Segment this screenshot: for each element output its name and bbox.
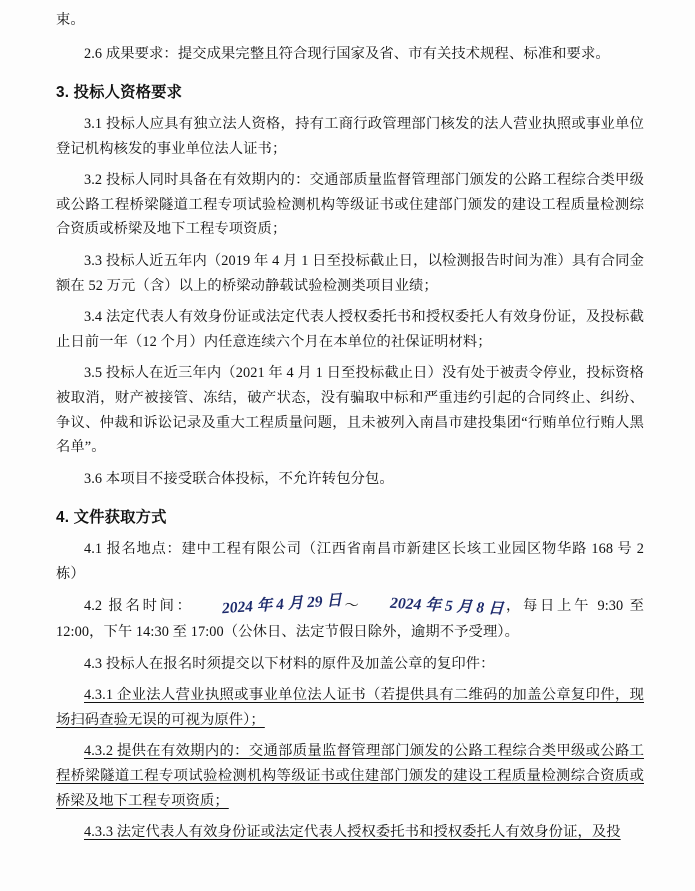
paragraph-4-2 bbox=[56, 593, 644, 644]
paragraph-4-3: 4.3 投标人在报名时须提交以下材料的原件及加盖公章的复印件： bbox=[84, 655, 495, 672]
paragraph-3-1: 3.1 投标人应具有独立法人资格，持有工商行政管理部门核发的法人营业执照或事业单位登记机构核发的事业单位法人证书； bbox=[56, 116, 644, 157]
paragraph-4-2-prefix: 4.2 报名时间： bbox=[84, 598, 194, 615]
paragraph-4-1: 4.1 报名地点：建中工程有限公司（江西省南昌市新建区长垓工业园区物华路 168 号 2 栋） bbox=[56, 541, 644, 582]
heading-section-4: 4. 文件获取方式 bbox=[56, 509, 167, 527]
paragraph-4-3-2: 4.3.2 提供在有效期内的：交通部质量监督管理部门颁发的公路工程综合类甲级或公路工程桥梁隧道工程专项试验检测机构等级证书或住建部门颁发的建设工程质量检测综合资质或桥梁及地下工程专项资质； bbox=[56, 743, 644, 809]
paragraph-4-3-3: 4.3.3 法定代表人有效身份证或法定代表人授权委托书和授权委托人有效身份证，及投 bbox=[84, 824, 621, 841]
paragraph-4-3-1: 4.3.1 企业法人营业执照或事业单位法人证书（若提供具有二维码的加盖公章复印件，现场扫码查验无误的可视为原件）； bbox=[56, 687, 644, 728]
paragraph-4-2-suffix: ，每日上午 9:30 至 12:00，下午 14:30 至 17:00（公休日、法定节假日除外，逾期不予受理）。 bbox=[56, 598, 644, 641]
paragraph-3-4: 3.4 法定代表人有效身份证或法定代表人授权委托书和授权委托人有效身份证，及投标截止日前一年（12 个月）内任意连续六个月在本单位的社保证明材料； bbox=[56, 309, 644, 350]
paragraph-4-2-separator: ～ bbox=[341, 598, 362, 615]
paragraph-3-5: 3.5 投标人在近三年内（2021 年 4 月 1 日至投标截止日）没有处于被责令停业，投标资格被取消，财产被接管、冻结，破产状态，没有骗取中标和严重违约引起的合同终止、纠纷、争议、仲裁和诉讼记录及重大工程质量问题，且未被列入南昌市建投集团“行贿单位行贿人黑名单”。 bbox=[56, 365, 644, 456]
heading-section-3: 3. 投标人资格要求 bbox=[56, 84, 183, 102]
paragraph-3-3: 3.3 投标人近五年内（2019 年 4 月 1 日至投标截止日，以检测报告时间为准）具有合同金额在 52 万元（含）以上的桥梁动静载试验检测类项目业绩； bbox=[56, 253, 644, 294]
paragraph-3-6: 3.6 本项目不接受联合体投标，不允许转包分包。 bbox=[84, 470, 394, 487]
paragraph-2-6: 2.6 成果要求：提交成果完整且符合现行国家及省、市有关技术规程、标准和要求。 bbox=[84, 45, 610, 62]
paragraph-3-2: 3.2 投标人同时具备在有效期内的：交通部质量监督管理部门颁发的公路工程综合类甲级或公路工程桥梁隧道工程专项试验检测机构等级证书或住建部门颁发的建设工程质量检测综合资质或桥梁及地下工程专项资质； bbox=[56, 172, 644, 238]
paragraph-continuation: 束。 bbox=[56, 12, 85, 28]
handwritten-start-date: 2024 年 4 月 29 日 bbox=[221, 592, 343, 618]
handwritten-end-date: 2024 年 5 月 8 日 bbox=[389, 595, 504, 619]
document-body bbox=[56, 8, 644, 852]
